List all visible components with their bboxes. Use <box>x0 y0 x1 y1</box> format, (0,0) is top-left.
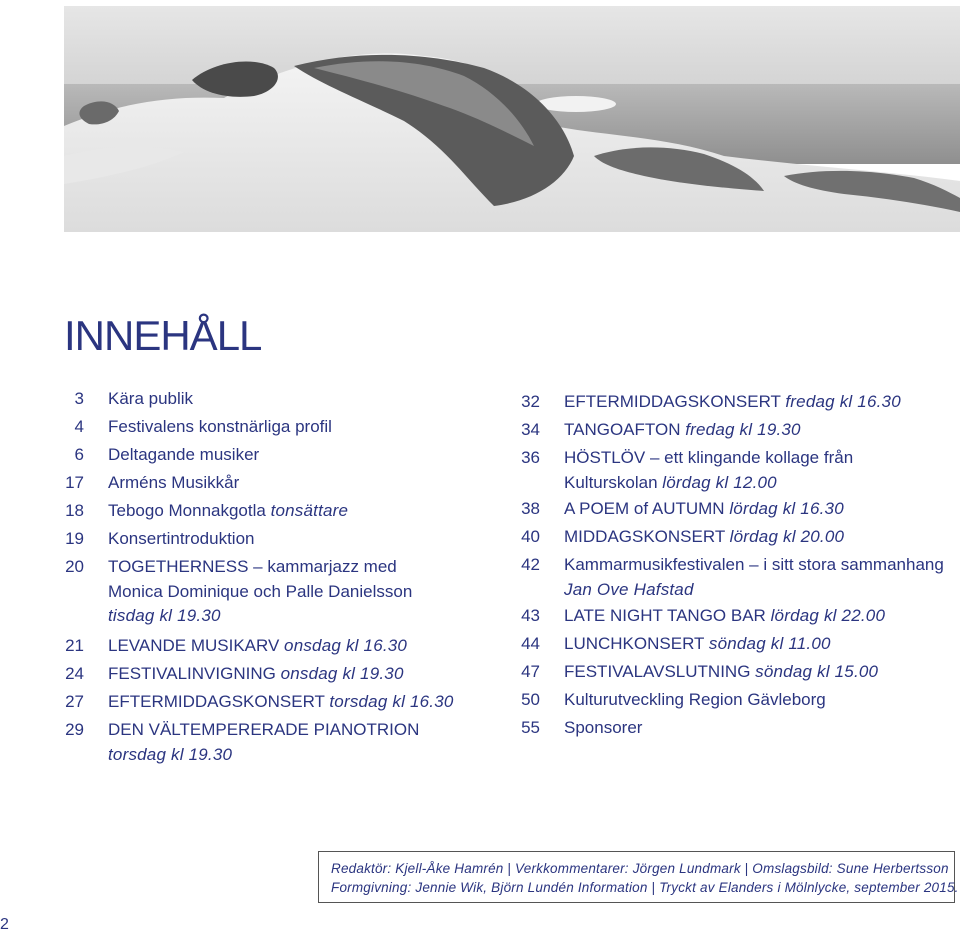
toc-page-number: 3 <box>74 389 84 408</box>
toc-entry[interactable] <box>64 660 504 688</box>
credit-printing: Tryckt av Elanders i Mölnlycke, september 2015. <box>659 880 959 895</box>
separator: | <box>744 861 749 876</box>
separator: | <box>507 861 512 876</box>
toc-entry-title: LATE NIGHT TANGO BAR <box>564 606 766 625</box>
toc-page-number: 17 <box>65 473 84 492</box>
toc-entry-title: MIDDAGSKONSERT <box>564 527 725 546</box>
toc-page-number: 21 <box>65 636 84 655</box>
page-title: INNEHÅLL <box>64 312 262 359</box>
toc-page-number: 6 <box>74 445 84 464</box>
credit-cover-photo: Omslagsbild: Sune Herbertsson <box>752 861 949 876</box>
toc-entry[interactable] <box>64 469 504 497</box>
toc-entry-detail: lördag kl 12.00 <box>662 473 777 492</box>
toc-entry-title: DEN VÄLTEMPERERADE PIANOTRION <box>108 720 420 739</box>
toc-entry-detail: torsdag kl 19.30 <box>108 745 233 764</box>
toc-entry-title: Kära publik <box>108 389 194 408</box>
toc-page-number: 47 <box>521 662 540 681</box>
toc-entry[interactable] <box>64 688 504 716</box>
toc-page-number: 55 <box>521 718 540 737</box>
toc-entry-title: EFTERMIDDAGSKONSERT <box>564 392 781 411</box>
toc-entry-detail: fredag kl 16.30 <box>785 392 901 411</box>
toc-entry-detail: torsdag kl 16.30 <box>329 692 454 711</box>
toc-entry-detail: onsdag kl 19.30 <box>280 664 404 683</box>
toc-right-column <box>520 388 960 742</box>
toc-entry[interactable] <box>64 525 504 553</box>
credit-editor: Redaktör: Kjell-Åke Hamrén <box>331 861 504 876</box>
credit-design: Formgivning: Jennie Wik, Björn Lundén Information <box>331 880 648 895</box>
toc-entry-detail: Jan Ove Hafstad <box>564 580 694 599</box>
toc-page-number: 4 <box>74 417 84 436</box>
toc-entry-title: TANGOAFTON <box>564 420 681 439</box>
toc-entry-title: FESTIVALINVIGNING <box>108 664 276 683</box>
credits-line-1 <box>331 859 954 878</box>
toc-entry-title: Tebogo Monnakgotla <box>108 501 266 520</box>
toc-entry-title: Kammarmusikfestivalen – i sitt stora sammanhang <box>564 555 944 574</box>
toc-entry-title: Kulturutveckling Region Gävleborg <box>564 690 826 709</box>
credits-box <box>318 851 959 903</box>
toc-page-number: 34 <box>521 420 540 439</box>
separator: | <box>651 880 656 895</box>
toc-entry[interactable] <box>64 632 504 660</box>
toc-entry[interactable] <box>520 444 960 495</box>
toc-page-number: 44 <box>521 634 540 653</box>
toc-entry-subtitle: Monica Dominique och Palle Danielsson <box>108 582 413 601</box>
toc-entry-detail: söndag kl 11.00 <box>708 634 831 653</box>
toc-entry[interactable] <box>64 497 504 525</box>
toc-entry[interactable] <box>520 523 960 551</box>
toc-entry[interactable] <box>64 385 504 413</box>
toc-entry-detail: onsdag kl 16.30 <box>284 636 408 655</box>
toc-entry[interactable] <box>520 714 960 742</box>
toc-entry-detail: lördag kl 20.00 <box>729 527 845 546</box>
toc-entry-detail: söndag kl 15.00 <box>755 662 879 681</box>
snow-rocks-image <box>64 6 960 232</box>
toc-entry-title: Sponsorer <box>564 718 643 737</box>
toc-page-number: 42 <box>521 555 540 574</box>
toc-entry-title: FESTIVALAVSLUTNING <box>564 662 751 681</box>
toc-page-number: 18 <box>65 501 84 520</box>
toc-page-number: 24 <box>65 664 84 683</box>
toc-entry-detail: lördag kl 22.00 <box>770 606 886 625</box>
toc-entry-title: LUNCHKONSERT <box>564 634 705 653</box>
toc-left-column <box>64 385 504 767</box>
toc-entry-detail: fredag kl 19.30 <box>685 420 801 439</box>
toc-entry-title: Konsertintroduktion <box>108 529 255 548</box>
page-number: 2 <box>0 916 9 933</box>
toc-entry-title: Arméns Musikkår <box>108 473 240 492</box>
toc-entry-detail: tonsättare <box>270 501 349 520</box>
toc-page-number: 43 <box>521 606 540 625</box>
toc-entry-title: A POEM of AUTUMN <box>564 499 725 518</box>
toc-page-number: 50 <box>521 690 540 709</box>
cover-photo <box>64 6 960 232</box>
toc-entry-detail: lördag kl 16.30 <box>729 499 844 518</box>
toc-entry-title: EFTERMIDDAGSKONSERT <box>108 692 325 711</box>
toc-page-number: 38 <box>521 499 540 518</box>
toc-entry-detail: tisdag kl 19.30 <box>108 606 221 625</box>
toc-entry-subtitle: Kulturskolan <box>564 473 658 492</box>
toc-entry[interactable] <box>520 630 960 658</box>
toc-entry[interactable] <box>520 686 960 714</box>
toc-entry-title: Deltagande musiker <box>108 445 260 464</box>
toc-entry[interactable] <box>64 553 504 628</box>
toc-page-number: 27 <box>65 692 84 711</box>
toc-page-number: 40 <box>521 527 540 546</box>
toc-entry[interactable] <box>64 413 504 441</box>
toc-entry[interactable] <box>520 658 960 686</box>
credit-commentary: Verkkommentarer: Jörgen Lundmark <box>515 861 741 876</box>
toc-entry[interactable] <box>520 388 960 416</box>
toc-entry-title: HÖSTLÖV – ett klingande kollage från <box>564 448 854 467</box>
toc-page-number: 32 <box>521 392 540 411</box>
toc-page-number: 29 <box>65 720 84 739</box>
toc-page-number: 36 <box>521 448 540 467</box>
toc-entry[interactable] <box>520 551 960 602</box>
toc-entry[interactable] <box>520 416 960 444</box>
toc-entry-title: Festivalens konstnärliga profil <box>108 417 332 436</box>
toc-page-number: 19 <box>65 529 84 548</box>
toc-entry[interactable] <box>64 716 504 767</box>
toc-entry-title: TOGETHERNESS – kammarjazz med <box>108 557 397 576</box>
toc-entry[interactable] <box>520 602 960 630</box>
toc-page-number: 20 <box>65 557 84 576</box>
toc-entry[interactable] <box>64 441 504 469</box>
toc-entry[interactable] <box>520 495 960 523</box>
credits-line-2 <box>331 878 959 897</box>
toc-entry-title: LEVANDE MUSIKARV <box>108 636 280 655</box>
